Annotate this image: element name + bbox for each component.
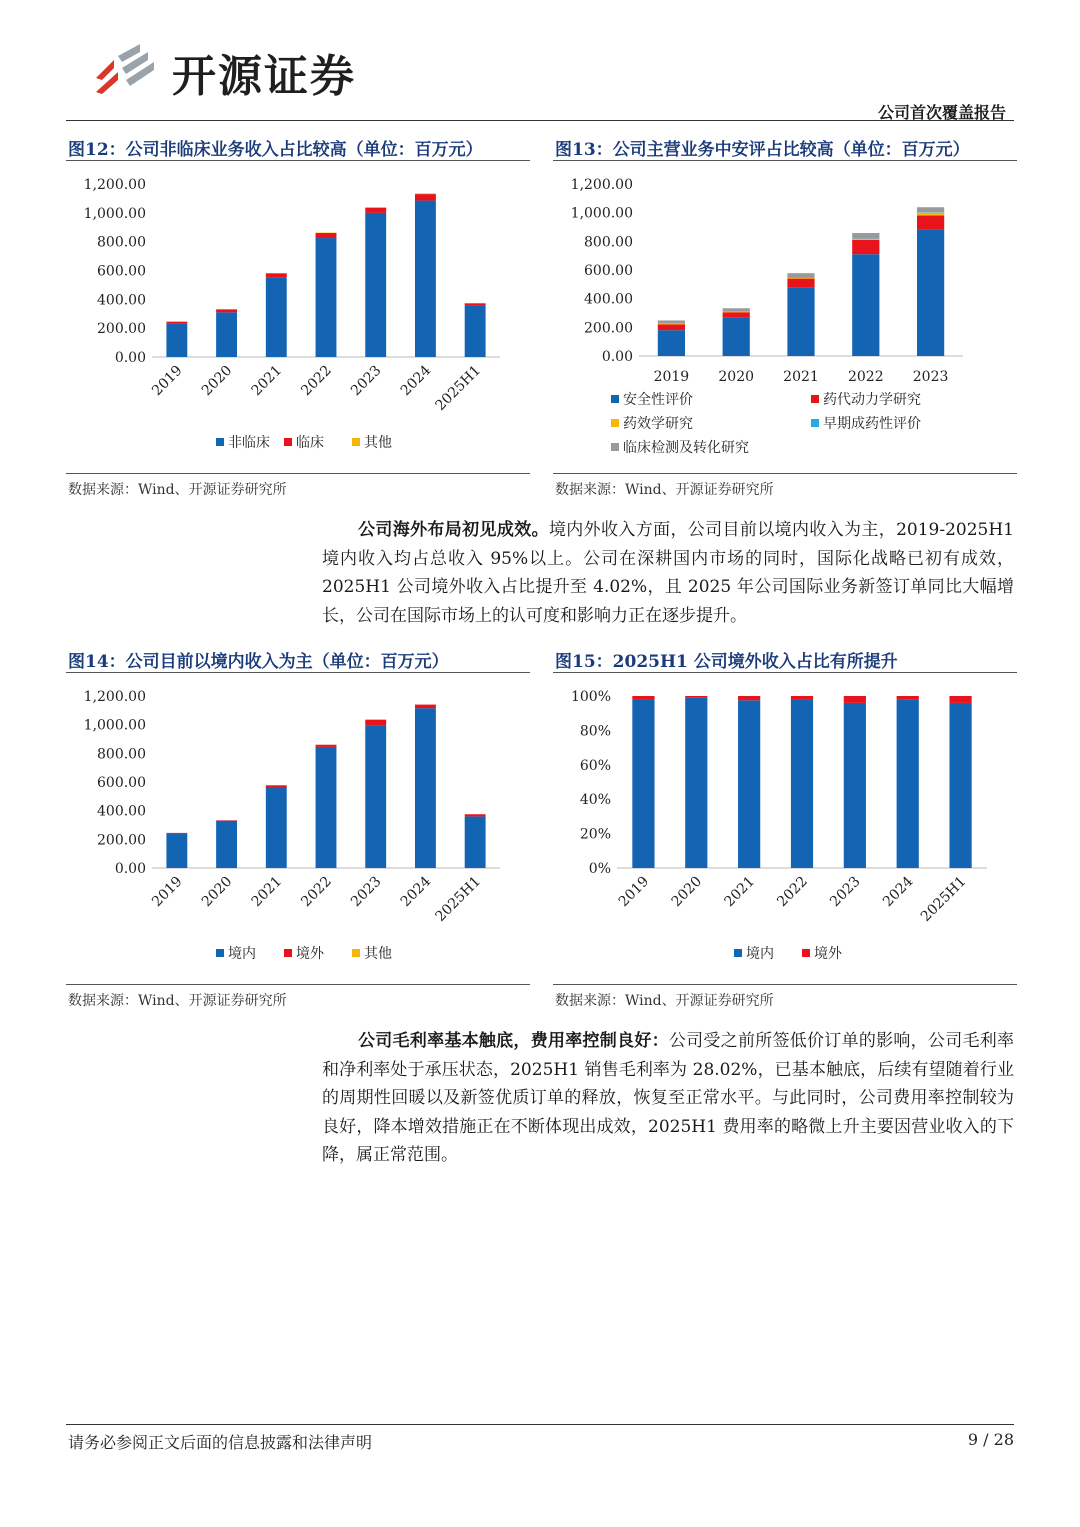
legend-label: 药代动力学研究 [823,392,921,408]
legend-swatch [811,419,819,427]
y-tick-label: 1,000.00 [570,205,633,222]
bar-segment [216,821,237,868]
legend-label: 境外 [814,946,842,962]
x-tick-label: 2020 [718,369,755,385]
bar-segment [897,700,919,868]
x-tick-label: 2023 [348,362,385,400]
x-tick-label: 2024 [397,873,435,911]
figure-15-source: 数据来源：Wind、开源证券研究所 [555,993,774,1009]
y-tick-label: 0% [588,861,611,877]
y-tick-label: 400.00 [97,292,146,309]
y-tick-label: 60% [579,757,611,774]
bar-segment [658,330,685,356]
bar-segment [415,708,436,868]
bar-segment [365,213,386,357]
x-tick-label: 2021 [248,362,286,400]
y-tick-label: 1,200.00 [83,689,146,705]
legend-label: 境外 [296,946,324,962]
legend-swatch [284,949,292,957]
bar-segment [791,696,813,699]
legend-swatch [216,438,224,446]
legend-swatch [811,395,819,403]
x-tick-label: 2023 [348,873,385,911]
x-tick-label: 2019 [615,873,653,911]
footer-disclaimer: 请务必参阅正文后面的信息披露和法律声明 [68,1433,373,1452]
figure-15-chart [553,680,1017,980]
legend-swatch [802,949,810,957]
bar-segment [949,703,971,868]
y-tick-label: 800.00 [97,234,146,251]
x-tick-label: 2023 [827,873,864,911]
paragraph-overseas [322,516,1014,630]
x-tick-label: 2019 [149,873,186,911]
bar-segment [266,278,287,357]
figure-15-title-rule [553,672,1017,673]
x-tick-label: 2020 [668,873,706,911]
bar-segment [166,834,187,868]
bar-segment [166,833,187,834]
y-tick-label: 40% [579,792,611,809]
bar-segment [787,279,814,288]
x-tick-label: 2022 [774,873,811,911]
x-tick-label: 2024 [880,873,917,911]
bar-segment [787,273,814,277]
y-tick-label: 20% [579,826,611,843]
bar-segment [465,303,486,305]
company-logo [92,38,164,98]
legend-swatch [734,949,742,957]
legend-label: 非临床 [228,435,270,451]
bar-segment [465,814,486,816]
x-tick-label: 2022 [298,873,335,911]
legend-label: 临床检测及转化研究 [623,440,749,456]
report-type: 公司首次覆盖报告 [877,103,1006,122]
bar-segment [738,700,760,868]
y-tick-label: 200.00 [97,321,146,338]
figure-15-title: 图15：2025H1 公司境外收入占比有所提升 [555,652,898,672]
company-name: 开源证券 [172,51,356,102]
bar-segment [844,696,866,703]
y-tick-label: 0.00 [114,350,146,366]
bar-segment [415,201,436,357]
bar-segment [415,194,436,200]
figure-14-title-rule [66,672,530,673]
y-tick-label: 1,200.00 [570,177,633,193]
bar-segment [723,312,750,313]
x-tick-label: 2021 [248,873,286,911]
y-tick-label: 1,000.00 [83,717,146,734]
bar-segment [852,233,879,239]
bar-segment [917,230,944,356]
header-divider [66,120,1014,121]
bar-segment [465,305,486,357]
x-tick-label: 2021 [783,369,819,385]
bar-segment [465,816,486,868]
y-tick-label: 600.00 [97,263,146,280]
x-tick-label: 2024 [397,362,435,400]
bar-segment [632,696,654,699]
bar-segment [949,696,971,703]
paragraph-margin-body: 公司受之前所签低价订单的影响，公司毛利率和净利率处于承压状态，2025H1 销售毛利率为 28.02%，已基本触底，后续有望随着行业的周期性回暖以及新签优质订单的释放，恢复至正常水平。与此同时，公司费用率控制较为良好，降本增效措施正在不断体现出成效，2025H1 费用率的略微上升主要因营业收入的下降，属正常范围。 [322,1031,1015,1165]
x-tick-label: 2022 [847,369,884,385]
y-tick-label: 0.00 [601,349,633,365]
figure-13-source-rule [553,473,1017,474]
bar-segment [723,312,750,317]
bar-segment [166,322,187,324]
bar-segment [738,696,760,700]
x-tick-label: 2025H1 [432,873,484,925]
legend-swatch [352,949,360,957]
bar-segment [658,320,685,323]
bar-segment [658,324,685,325]
figure-13-chart [553,168,1017,468]
page-number: 9 / 28 [967,1430,1014,1449]
bar-segment [658,324,685,330]
bar-segment [723,308,750,311]
x-tick-label: 2021 [721,873,758,911]
y-tick-label: 800.00 [97,746,146,763]
legend-swatch [611,419,619,427]
bar-segment [791,699,813,868]
legend-label: 其他 [364,435,392,451]
figure-14-source-rule [66,984,530,985]
y-tick-label: 600.00 [584,263,633,279]
bar-segment [365,208,386,213]
bar-segment [316,747,337,868]
bar-segment [316,238,337,357]
figure-13-title-rule [553,160,1017,161]
bar-segment [266,273,287,277]
bar-segment [917,216,944,230]
y-tick-label: 1,000.00 [83,205,146,222]
legend-label: 临床 [296,435,324,451]
bar-segment [415,705,436,709]
x-tick-label: 2019 [653,369,690,385]
bar-segment [365,725,386,868]
legend-swatch [611,443,619,451]
bar-segment [917,213,944,216]
legend-swatch [216,949,224,957]
bar-segment [216,309,237,312]
bar-segment [852,240,879,254]
bar-segment [897,696,919,700]
legend-label: 药效学研究 [623,416,693,432]
figure-13-source: 数据来源：Wind、开源证券研究所 [555,482,774,498]
bar-segment [787,278,814,279]
footer-divider [66,1424,1014,1425]
bar-segment [852,254,879,356]
y-tick-label: 0.00 [114,861,146,877]
paragraph-overseas-body: 境内外收入方面，公司目前以境内收入为主，2019-2025H1 境内收入均占总收入 95%以上。公司在深耕国内市场的同时，国际化战略已初有成效，2025H1 公司境外收入占比提升至 4.02%，且 2025 年公司国际业务新签订单同比大幅增长，公司在国际市场上的认可度和影响力正在逐步提升。 [322,520,1014,626]
figure-14-source: 数据来源：Wind、开源证券研究所 [68,993,287,1009]
bar-segment [852,239,879,240]
bar-segment [685,698,707,868]
bar-segment [216,312,237,357]
bar-segment [316,745,337,747]
legend-label: 境内 [746,946,774,962]
legend-label: 安全性评价 [623,392,693,408]
paragraph-margin-lead: 公司毛利率基本触底，费用率控制良好： [358,1031,669,1051]
figure-13-title: 图13：公司主营业务中安评占比较高（单位：百万元） [555,140,970,160]
bar-segment [723,317,750,356]
bar-segment [365,207,386,208]
legend-swatch [352,438,360,446]
legend-swatch [284,438,292,446]
y-tick-label: 100% [570,689,611,705]
bar-segment [415,193,436,194]
bar-segment [632,699,654,868]
legend-swatch [611,395,619,403]
x-tick-label: 2019 [149,362,186,400]
logo-mark-icon [92,38,164,98]
x-tick-label: 2025H1 [432,362,484,414]
y-tick-label: 80% [579,723,611,740]
figure-12-title-rule [66,160,530,161]
figure-12-source-rule [66,473,530,474]
y-tick-label: 200.00 [97,832,146,849]
legend-label: 其他 [364,946,392,962]
bar-segment [316,233,337,238]
x-tick-label: 2022 [298,362,335,400]
bar-segment [787,287,814,356]
y-tick-label: 800.00 [584,234,633,251]
bar-segment [365,720,386,726]
bar-segment [166,324,187,357]
bar-segment [917,207,944,212]
y-tick-label: 400.00 [584,291,633,308]
legend-label: 早期成药性评价 [823,416,921,432]
figure-14-title: 图14：公司目前以境内收入为主（单位：百万元） [68,652,449,672]
bar-segment [266,785,287,787]
x-tick-label: 2025H1 [917,873,970,925]
figure-12-source: 数据来源：Wind、开源证券研究所 [68,482,287,498]
bar-segment [685,696,707,698]
paragraph-margin [322,1027,1014,1170]
y-tick-label: 600.00 [97,775,146,791]
paragraph-overseas-lead: 公司海外布局初见成效。 [358,520,549,540]
x-tick-label: 2020 [198,873,236,911]
figure-12-title: 图12：公司非临床业务收入占比较高（单位：百万元） [68,140,483,160]
x-tick-label: 2020 [198,362,236,400]
y-tick-label: 1,200.00 [83,177,146,193]
bar-segment [844,703,866,868]
figure-15-source-rule [553,984,1017,985]
figure-14-chart [66,680,530,980]
legend-label: 境内 [228,946,256,962]
x-tick-label: 2023 [912,369,949,385]
bar-segment [266,787,287,868]
y-tick-label: 400.00 [97,803,146,820]
y-tick-label: 200.00 [584,320,633,337]
figure-12-chart [66,168,530,468]
